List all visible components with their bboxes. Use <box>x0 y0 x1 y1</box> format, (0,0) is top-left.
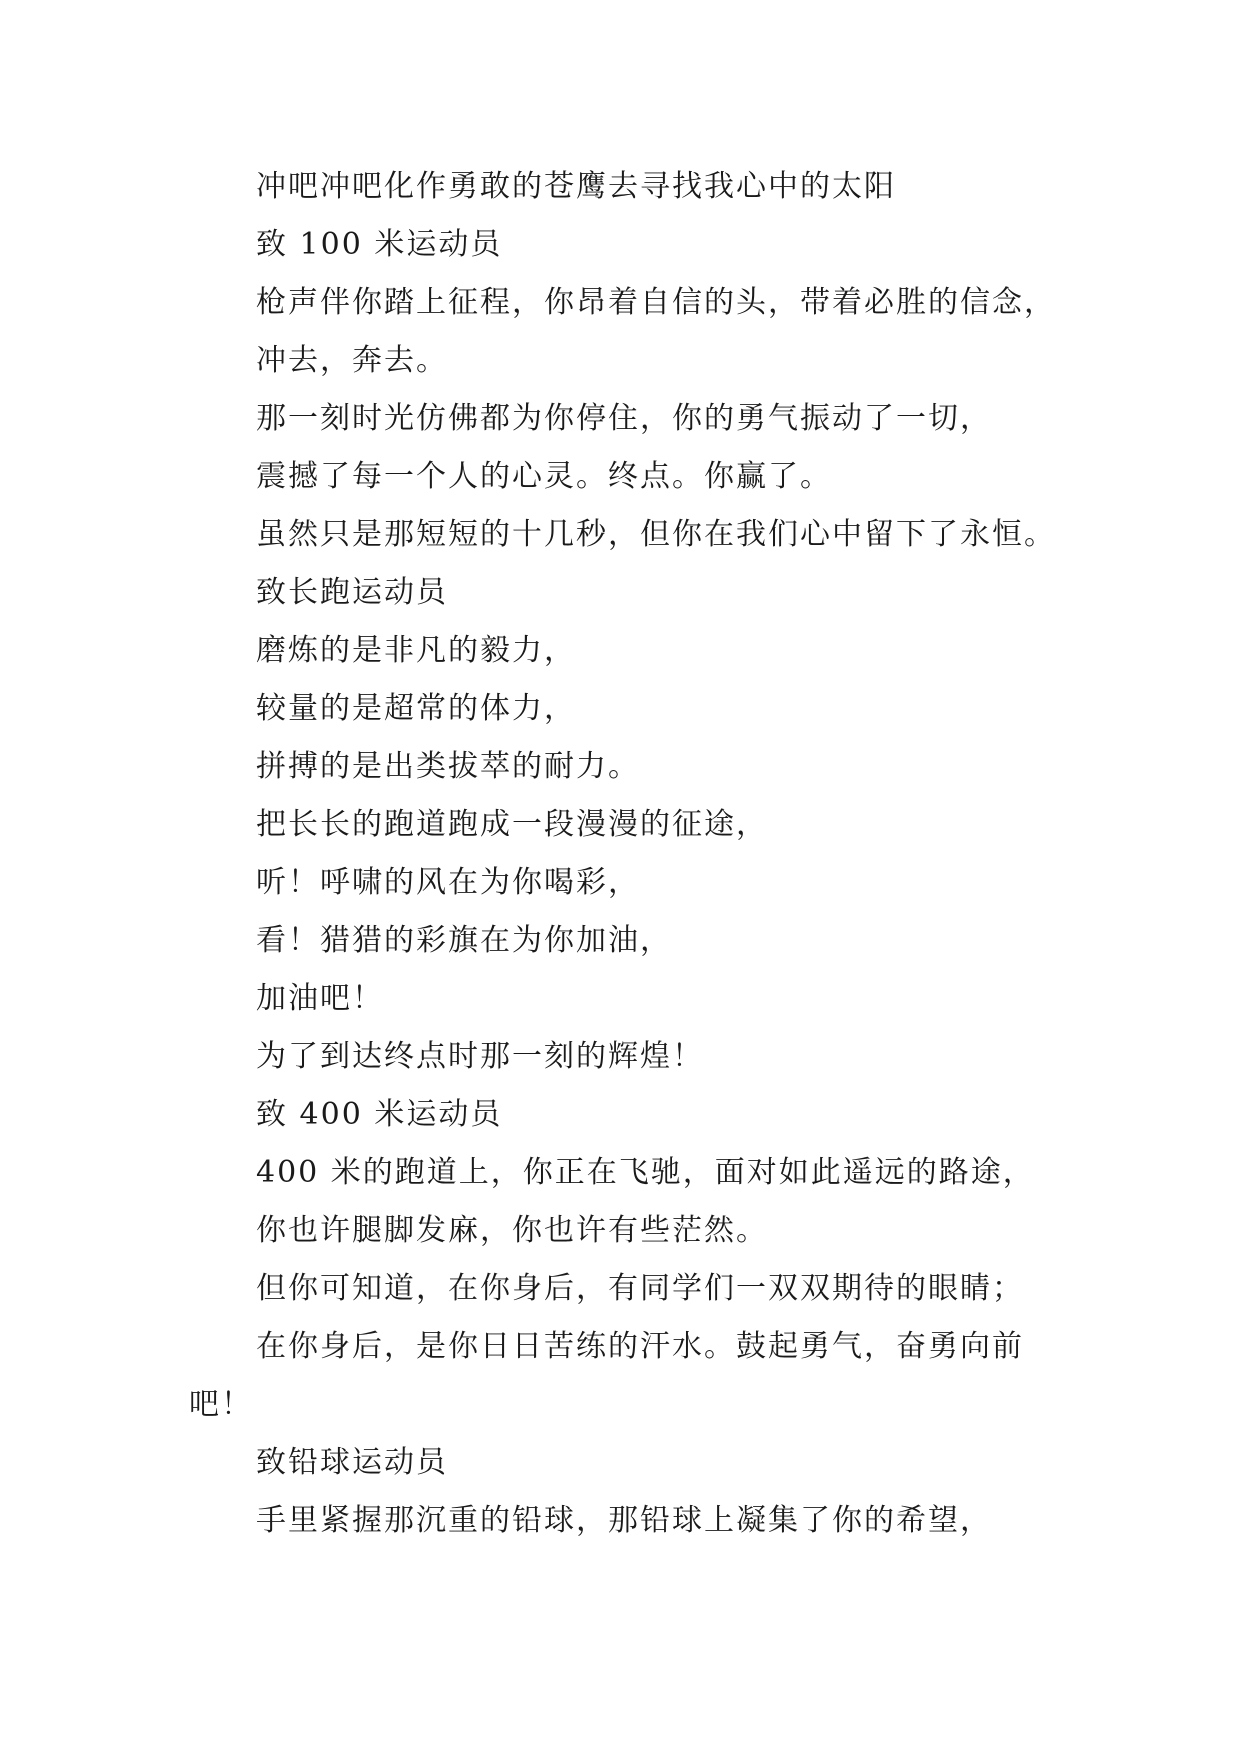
document-body <box>189 158 1069 1550</box>
text-line: 在你身后，是你日日苦练的汗水。鼓起勇气，奋勇向前 <box>256 1329 1024 1364</box>
section-heading: 致 100 米运动员 <box>256 227 503 262</box>
text-line: 为了到达终点时那一刻的辉煌！ <box>256 1039 704 1074</box>
text-line: 看！猎猎的彩旗在为你加油， <box>256 923 672 958</box>
text-line: 400 米的跑道上，你正在飞驰，面对如此遥远的路途， <box>256 1155 1035 1190</box>
text-line: 听！呼啸的风在为你喝彩， <box>256 865 640 900</box>
text-line: 震撼了每一个人的心灵。终点。你赢了。 <box>256 459 832 494</box>
text-line: 较量的是超常的体力， <box>256 691 576 726</box>
text-line: 冲吧冲吧化作勇敢的苍鹰去寻找我心中的太阳 <box>256 169 896 204</box>
text-line: 但你可知道，在你身后，有同学们一双双期待的眼睛； <box>256 1271 1024 1306</box>
text-line: 拼搏的是出类拔萃的耐力。 <box>256 749 640 784</box>
text-line: 你也许腿脚发麻，你也许有些茫然。 <box>256 1213 768 1248</box>
text-line: 加油吧！ <box>256 981 384 1016</box>
text-line: 磨炼的是非凡的毅力， <box>256 633 576 668</box>
text-line: 枪声伴你踏上征程，你昂着自信的头，带着必胜的信念， <box>256 285 1056 320</box>
text-line: 把长长的跑道跑成一段漫漫的征途， <box>256 807 768 842</box>
text-line: 手里紧握那沉重的铅球，那铅球上凝集了你的希望， <box>256 1503 992 1538</box>
text-line: 冲去，奔去。 <box>256 343 448 378</box>
section-heading: 致 400 米运动员 <box>256 1097 503 1132</box>
text-line: 那一刻时光仿佛都为你停住，你的勇气振动了一切， <box>256 401 992 436</box>
text-line: 虽然只是那短短的十几秒，但你在我们心中留下了永恒。 <box>256 517 1056 552</box>
text-line-continuation: 吧！ <box>189 1387 253 1422</box>
section-heading: 致长跑运动员 <box>256 575 448 610</box>
section-heading: 致铅球运动员 <box>256 1445 448 1480</box>
